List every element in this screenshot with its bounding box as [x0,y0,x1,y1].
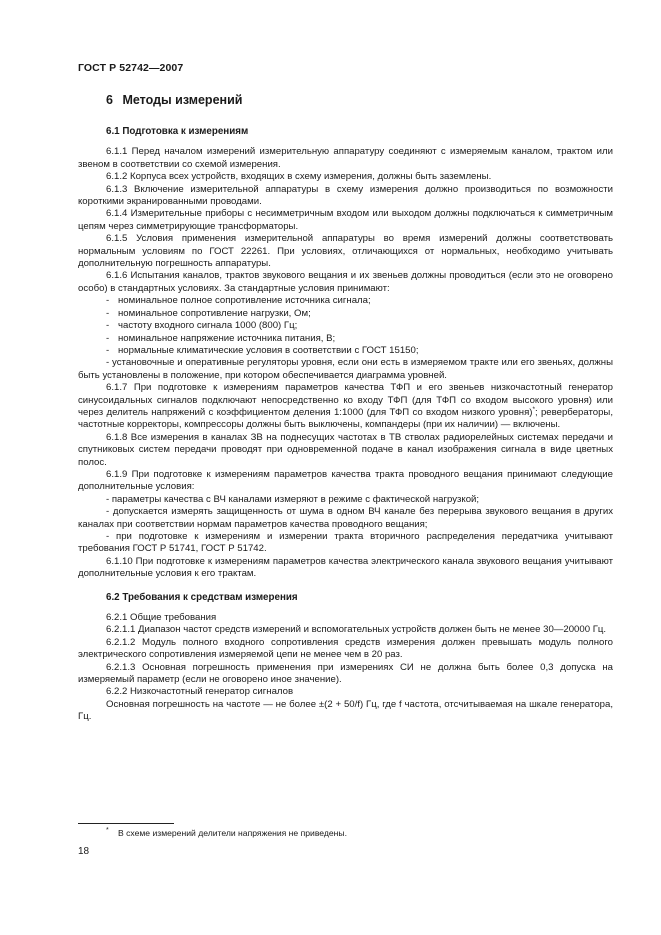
list-item: - параметры качества с ВЧ каналами измеряют в режиме с фактической нагрузкой; [106,493,480,505]
document-body [78,126,613,724]
list-item: - установочные и оперативные регуляторы уровня, если они есть в измеряемом тракте или его звеньях, должны быть установлены в положение, при котором обеспечивается диаграмма уровней. [78,357,613,381]
subsection-heading-6-2: 6.2 Требования к средствам измерения [106,591,298,603]
paragraph-6-2-2-body: Основная погрешность на частоте — не более ±(2 + 50/f) Гц, где f частота, отсчитываемая на шкале генератора, Гц. [78,698,613,723]
list-item: - допускается измерять защищенность от шума в одном ВЧ канале без перерыва звукового вещания в других каналах при соответствии нормам параметров качества проводного вещания; [78,506,613,530]
list-item: - номинальное сопротивление нагрузки, Ом; [106,307,311,319]
footnote-text: В схеме измерений делители напряжения не приведены. [118,828,347,838]
paragraph-6-1-7: 6.1.7 При подготовке к измерениям параметров качества ТФП и его звеньев низкочастотный генератор синусоидальных сигналов подключают непосредственно ко входу ТФП (для ТФП со входом высокого уровня) или через делитель напряжений с коэффициентом деления 1:1000 (для ТФП со входом низкого уровня)*; ревербераторы, частотные корректоры, компрессоры должны быть выключены, компандеры (при их наличии) — включены. [78,382,613,431]
list-item: - номинальное полное сопротивление источника сигнала; [106,295,371,307]
paragraph-6-1-9: 6.1.9 При подготовке к измерениям параметров качества тракта проводного вещания принимают следующие дополнительные условия: [78,468,613,493]
list-item: - нормальные климатические условия в соответствии с ГОСТ 15150; [106,344,419,356]
section-title: Методы измерений [122,93,243,107]
subsection-heading-6-1: 6.1 Подготовка к измерениям [106,126,249,137]
paragraph-6-1-8: 6.1.8 Все измерения в каналах ЗВ на поднесущих частотах в ТВ стволах радиорелейных системах передачи и спутниковых систем передачи проводят при одновременной подаче в канал изображения сигнала в виде цветных полос. [78,431,613,468]
paragraph-6-1-1: 6.1.1 Перед началом измерений измерительную аппаратуру соединяют с измеряемым каналом, трактом или звеном в соответствии со схемой измерения. [78,146,613,170]
paragraph-6-2-1-1: 6.2.1.1 Диапазон частот средств измерений и вспомогательных устройств должен быть не менее 30—20000 Гц. [106,624,607,636]
page-number: 18 [78,846,90,857]
paragraph-6-1-2: 6.1.2 Корпуса всех устройств, входящих в схему измерения, должны быть заземлены. [106,171,492,183]
list-item: - номинальное напряжение источника питания, В; [106,332,336,344]
document-header: ГОСТ Р 52742—2007 [78,62,184,74]
paragraph-6-1-10: 6.1.10 При подготовке к измерениям параметров качества электрического канала звукового вещания учитывают дополнительные условия к его трактам. [78,555,613,580]
footnote-reference: * [532,405,536,413]
paragraph-6-2-1-2: 6.2.1.2 Модуль полного входного сопротивления средств измерения должен превышать модуль полного электрического сопротивления измеряемой цепи не менее чем в 20 раз. [78,636,613,661]
paragraph-6-1-5: 6.1.5 Условия применения измерительной аппаратуры во время измерений должны соответствовать нормальным условиям по ГОСТ 22261. При условиях, отличающихся от нормальных, необходимо учитывать дополнительную погрешность аппаратуры. [78,233,613,270]
paragraph-6-2-2: 6.2.2 Низкочастотный генератор сигналов [106,686,294,698]
section-heading [106,93,242,107]
list-item: - частоту входного сигнала 1000 (800) Гц; [106,320,298,332]
section-number: 6 [106,93,113,107]
paragraph-6-1-6: 6.1.6 Испытания каналов, трактов звукового вещания и их звеньев должны проводиться (если это не оговорено особо) в стандартных условиях. За стандартные условия принимают: [78,270,613,294]
footnote: * В схеме измерений делители напряжения не приведены. [106,827,347,838]
paragraph-6-1-3: 6.1.3 Включение измерительной аппаратуры в схему измерения должно производиться по возможности короткими экранированными проводами. [78,183,613,208]
list-item: - при подготовке к измерениям и измерении тракта вторичного распределения передатчика учитывают требования ГОСТ Р 51741, ГОСТ Р 51742. [78,531,613,555]
paragraph-6-2-1-3: 6.2.1.3 Основная погрешность применения при измерениях СИ не должна быть более 0,3 допуска на измеряемый параметр (если не оговорено иное значение). [78,661,613,686]
paragraph-6-1-4: 6.1.4 Измерительные приборы с несимметричным входом или выходом должны подключаться к симметричным цепям через симметрирующие трансформаторы. [78,208,613,232]
footnote-divider [78,823,174,824]
paragraph-6-2-1: 6.2.1 Общие требования [106,612,217,624]
